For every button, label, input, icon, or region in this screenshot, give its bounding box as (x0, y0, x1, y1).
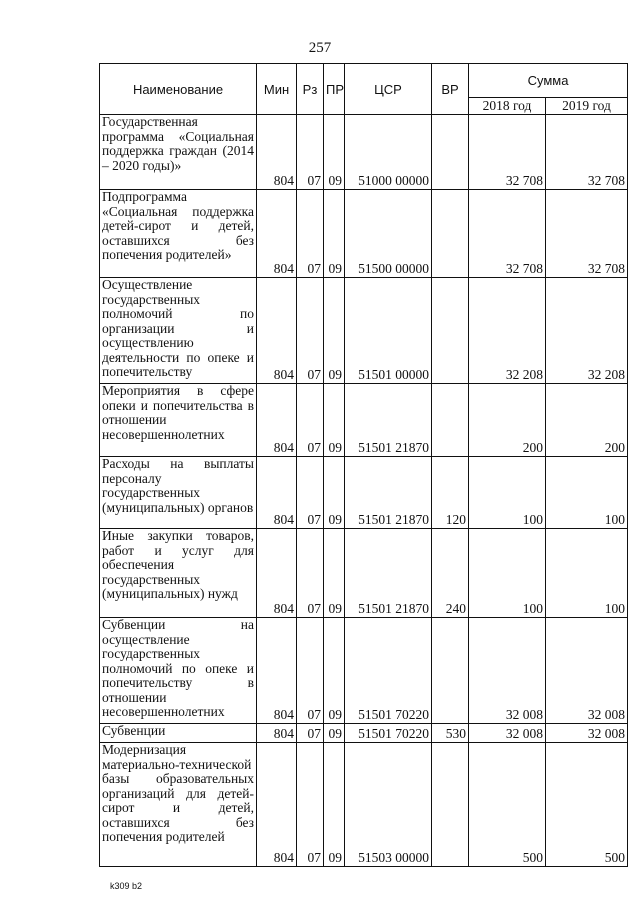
row-sum-2018: 32 008 (469, 618, 546, 724)
row-vr (432, 115, 469, 190)
table-row (100, 384, 628, 457)
table-row (100, 457, 628, 529)
page-number: 257 (308, 40, 332, 56)
row-name: Иные закупки товаров, работ и услуг для обеспечения государственных (муниципальных) нужд (100, 529, 257, 618)
row-sum-2018: 100 (469, 457, 546, 529)
row-sum-2019: 200 (546, 384, 628, 457)
table-row (100, 724, 628, 743)
header-sum: Сумма (469, 64, 628, 98)
row-name: Субвенции (100, 724, 257, 743)
row-pr: 09 (324, 724, 345, 743)
header-min: Мин (257, 64, 297, 115)
row-csr: 51501 00000 (345, 278, 432, 384)
table-row (100, 278, 628, 384)
row-pr: 09 (324, 115, 345, 190)
row-rz: 07 (297, 384, 324, 457)
header-rz: Рз (297, 64, 324, 115)
header-name: Наименование (100, 64, 257, 115)
header-csr: ЦСР (345, 64, 432, 115)
row-sum-2019: 500 (546, 743, 628, 867)
row-sum-2018: 32 208 (469, 278, 546, 384)
row-min: 804 (257, 618, 297, 724)
header-year-2019: 2019 год (546, 98, 628, 115)
row-name: Субвенции на осуществление государственных полномочий по опеке и попечительству в отношении несовершеннолетних (100, 618, 257, 724)
row-pr: 09 (324, 743, 345, 867)
row-rz: 07 (297, 190, 324, 278)
row-pr: 09 (324, 384, 345, 457)
row-name: Мероприятия в сфере опеки и попечительства в отношении несовершеннолетних (100, 384, 257, 457)
row-sum-2019: 32 208 (546, 278, 628, 384)
row-name: Расходы на выплаты персоналу государственных (муниципальных) органов (100, 457, 257, 529)
row-rz: 07 (297, 529, 324, 618)
row-sum-2019: 32 708 (546, 190, 628, 278)
row-csr: 51501 21870 (345, 529, 432, 618)
row-min: 804 (257, 278, 297, 384)
row-vr (432, 618, 469, 724)
row-sum-2018: 200 (469, 384, 546, 457)
row-name: Осуществление государственных полномочий по организации и осуществлению деятельности по опеке и попечительству (100, 278, 257, 384)
header-vr: ВР (432, 64, 469, 115)
row-sum-2018: 500 (469, 743, 546, 867)
table-row (100, 618, 628, 724)
row-vr (432, 384, 469, 457)
row-name: Государственная программа «Социальная поддержка граждан (2014 – 2020 годы)» (100, 115, 257, 190)
row-csr: 51501 70220 (345, 618, 432, 724)
row-sum-2018: 100 (469, 529, 546, 618)
row-vr: 240 (432, 529, 469, 618)
row-sum-2018: 32 008 (469, 724, 546, 743)
row-vr (432, 190, 469, 278)
row-sum-2019: 100 (546, 529, 628, 618)
row-rz: 07 (297, 457, 324, 529)
header-year-2018: 2018 год (469, 98, 546, 115)
table-row (100, 115, 628, 190)
row-csr: 51500 00000 (345, 190, 432, 278)
budget-table (99, 63, 628, 867)
row-rz: 07 (297, 278, 324, 384)
row-sum-2019: 32 708 (546, 115, 628, 190)
row-rz: 07 (297, 724, 324, 743)
row-vr (432, 278, 469, 384)
row-sum-2019: 32 008 (546, 724, 628, 743)
footer-code: k309 b2 (110, 881, 143, 891)
row-vr: 530 (432, 724, 469, 743)
row-rz: 07 (297, 618, 324, 724)
row-pr: 09 (324, 278, 345, 384)
row-csr: 51503 00000 (345, 743, 432, 867)
row-csr: 51501 21870 (345, 457, 432, 529)
row-csr: 51000 00000 (345, 115, 432, 190)
row-name: Модернизация материально-технической базы образовательных организаций для детей-сирот и детей, оставшихся без попечения родителей (100, 743, 257, 867)
row-pr: 09 (324, 457, 345, 529)
table-row (100, 743, 628, 867)
row-rz: 07 (297, 743, 324, 867)
row-min: 804 (257, 115, 297, 190)
row-pr: 09 (324, 190, 345, 278)
header-pr: ПР (324, 64, 345, 115)
table-row (100, 190, 628, 278)
row-sum-2018: 32 708 (469, 115, 546, 190)
row-name: Подпрограмма «Социальная поддержка детей-сирот и детей, оставшихся без попечения родителей» (100, 190, 257, 278)
row-pr: 09 (324, 618, 345, 724)
row-csr: 51501 70220 (345, 724, 432, 743)
row-min: 804 (257, 724, 297, 743)
row-sum-2019: 100 (546, 457, 628, 529)
row-vr: 120 (432, 457, 469, 529)
row-min: 804 (257, 384, 297, 457)
table-row (100, 529, 628, 618)
row-min: 804 (257, 190, 297, 278)
row-sum-2018: 32 708 (469, 190, 546, 278)
row-vr (432, 743, 469, 867)
row-sum-2019: 32 008 (546, 618, 628, 724)
row-min: 804 (257, 457, 297, 529)
row-pr: 09 (324, 529, 345, 618)
row-min: 804 (257, 529, 297, 618)
row-rz: 07 (297, 115, 324, 190)
row-csr: 51501 21870 (345, 384, 432, 457)
row-min: 804 (257, 743, 297, 867)
